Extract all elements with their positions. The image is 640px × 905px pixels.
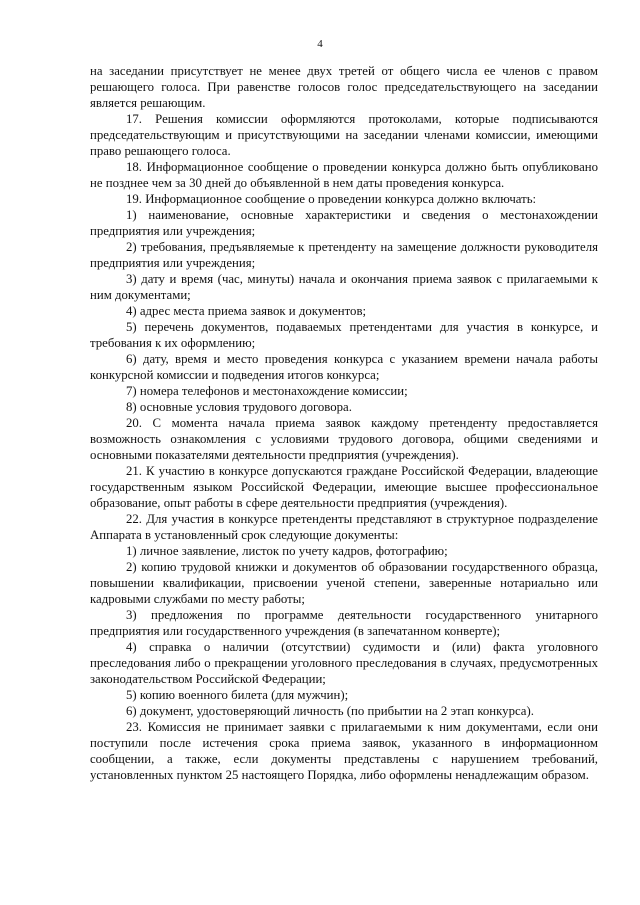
list-item-22-1: 1) личное заявление, листок по учету кадров, фотографию; [126,544,448,558]
list-item-22-4: 4) справка о наличии (отсутствии) судимости и (или) факта уголовного преследования либо о прекращении уголовного преследования в случаях, предусмотренных законодательством Российской Федерации; [90,640,598,686]
list-item-22-5: 5) копию военного билета (для мужчин); [126,688,349,702]
document-body [90,63,598,783]
list-item-19-3: 3) дату и время (час, минуты) начала и окончания приема заявок с прилагаемыми к ним документами; [90,272,598,302]
list-item-19-4: 4) адрес места приема заявок и документов; [126,304,367,318]
list-item-19-2: 2) требования, предъявляемые к претенденту на замещение должности руководителя предприятия или учреждения; [90,240,598,270]
list-item-22-2: 2) копию трудовой книжки и документов об образовании государственного образца, повышении квалификации, присвоении ученой степени, заверенные нотариально или кадровыми службами по месту работы; [90,560,598,606]
list-item-19-1: 1) наименование, основные характеристики и сведения о местонахождении предприятия или учреждения; [90,208,598,238]
list-item-22-3: 3) предложения по программе деятельности государственного унитарного предприятия или государственного учреждения (в запечатанном конверте); [90,608,598,638]
paragraph-22: 22. Для участия в конкурсе претенденты представляют в структурное подразделение Аппарата в установленный срок следующие документы: [90,512,598,542]
list-item-19-5: 5) перечень документов, подаваемых претендентами для участия в конкурсе, и требования к их оформлению; [90,320,598,350]
paragraph-continuation: на заседании присутствует не менее двух третей от общего числа ее членов с правом решающего голоса. При равенстве голосов голос председательствующего на заседании является решающим. [90,64,598,110]
page-number: 4 [317,38,323,50]
paragraph-19: 19. Информационное сообщение о проведении конкурса должно включать: [126,192,537,206]
paragraph-17: 17. Решения комиссии оформляются протоколами, которые подписываются председательствующим и присутствующими на заседании членами комиссии, имеющими право решающего голоса. [90,112,598,158]
paragraph-23: 23. Комиссия не принимает заявки с прилагаемыми к ним документами, если они поступили после истечения срока приема заявок, указанного в информационном сообщении, а также, если документы представлены с нарушением требований, установленных пунктом 25 настоящего Порядка, либо оформлены ненадлежащим образом. [90,720,598,782]
list-item-19-8: 8) основные условия трудового договора. [126,400,352,414]
list-item-19-6: 6) дату, время и место проведения конкурса с указанием времени начала работы конкурсной комиссии и подведения итогов конкурса; [90,352,598,382]
list-item-19-7: 7) номера телефонов и местонахождение комиссии; [126,384,408,398]
paragraph-21: 21. К участию в конкурсе допускаются граждане Российской Федерации, владеющие государственным языком Российской Федерации, имеющие высшее профессиональное образование, опыт работы в сфере деятельности предприятия (учреждения). [90,464,598,510]
paragraph-20: 20. С момента начала приема заявок каждому претенденту предоставляется возможность ознакомления с условиями трудового договора, общими сведениями и основными показателями деятельности предприятия (учреждения). [90,416,598,462]
list-item-22-6: 6) документ, удостоверяющий личность (по прибытии на 2 этап конкурса). [126,704,534,718]
paragraph-18: 18. Информационное сообщение о проведении конкурса должно быть опубликовано не позднее чем за 30 дней до объявленной в нем даты проведения конкурса. [90,160,598,190]
